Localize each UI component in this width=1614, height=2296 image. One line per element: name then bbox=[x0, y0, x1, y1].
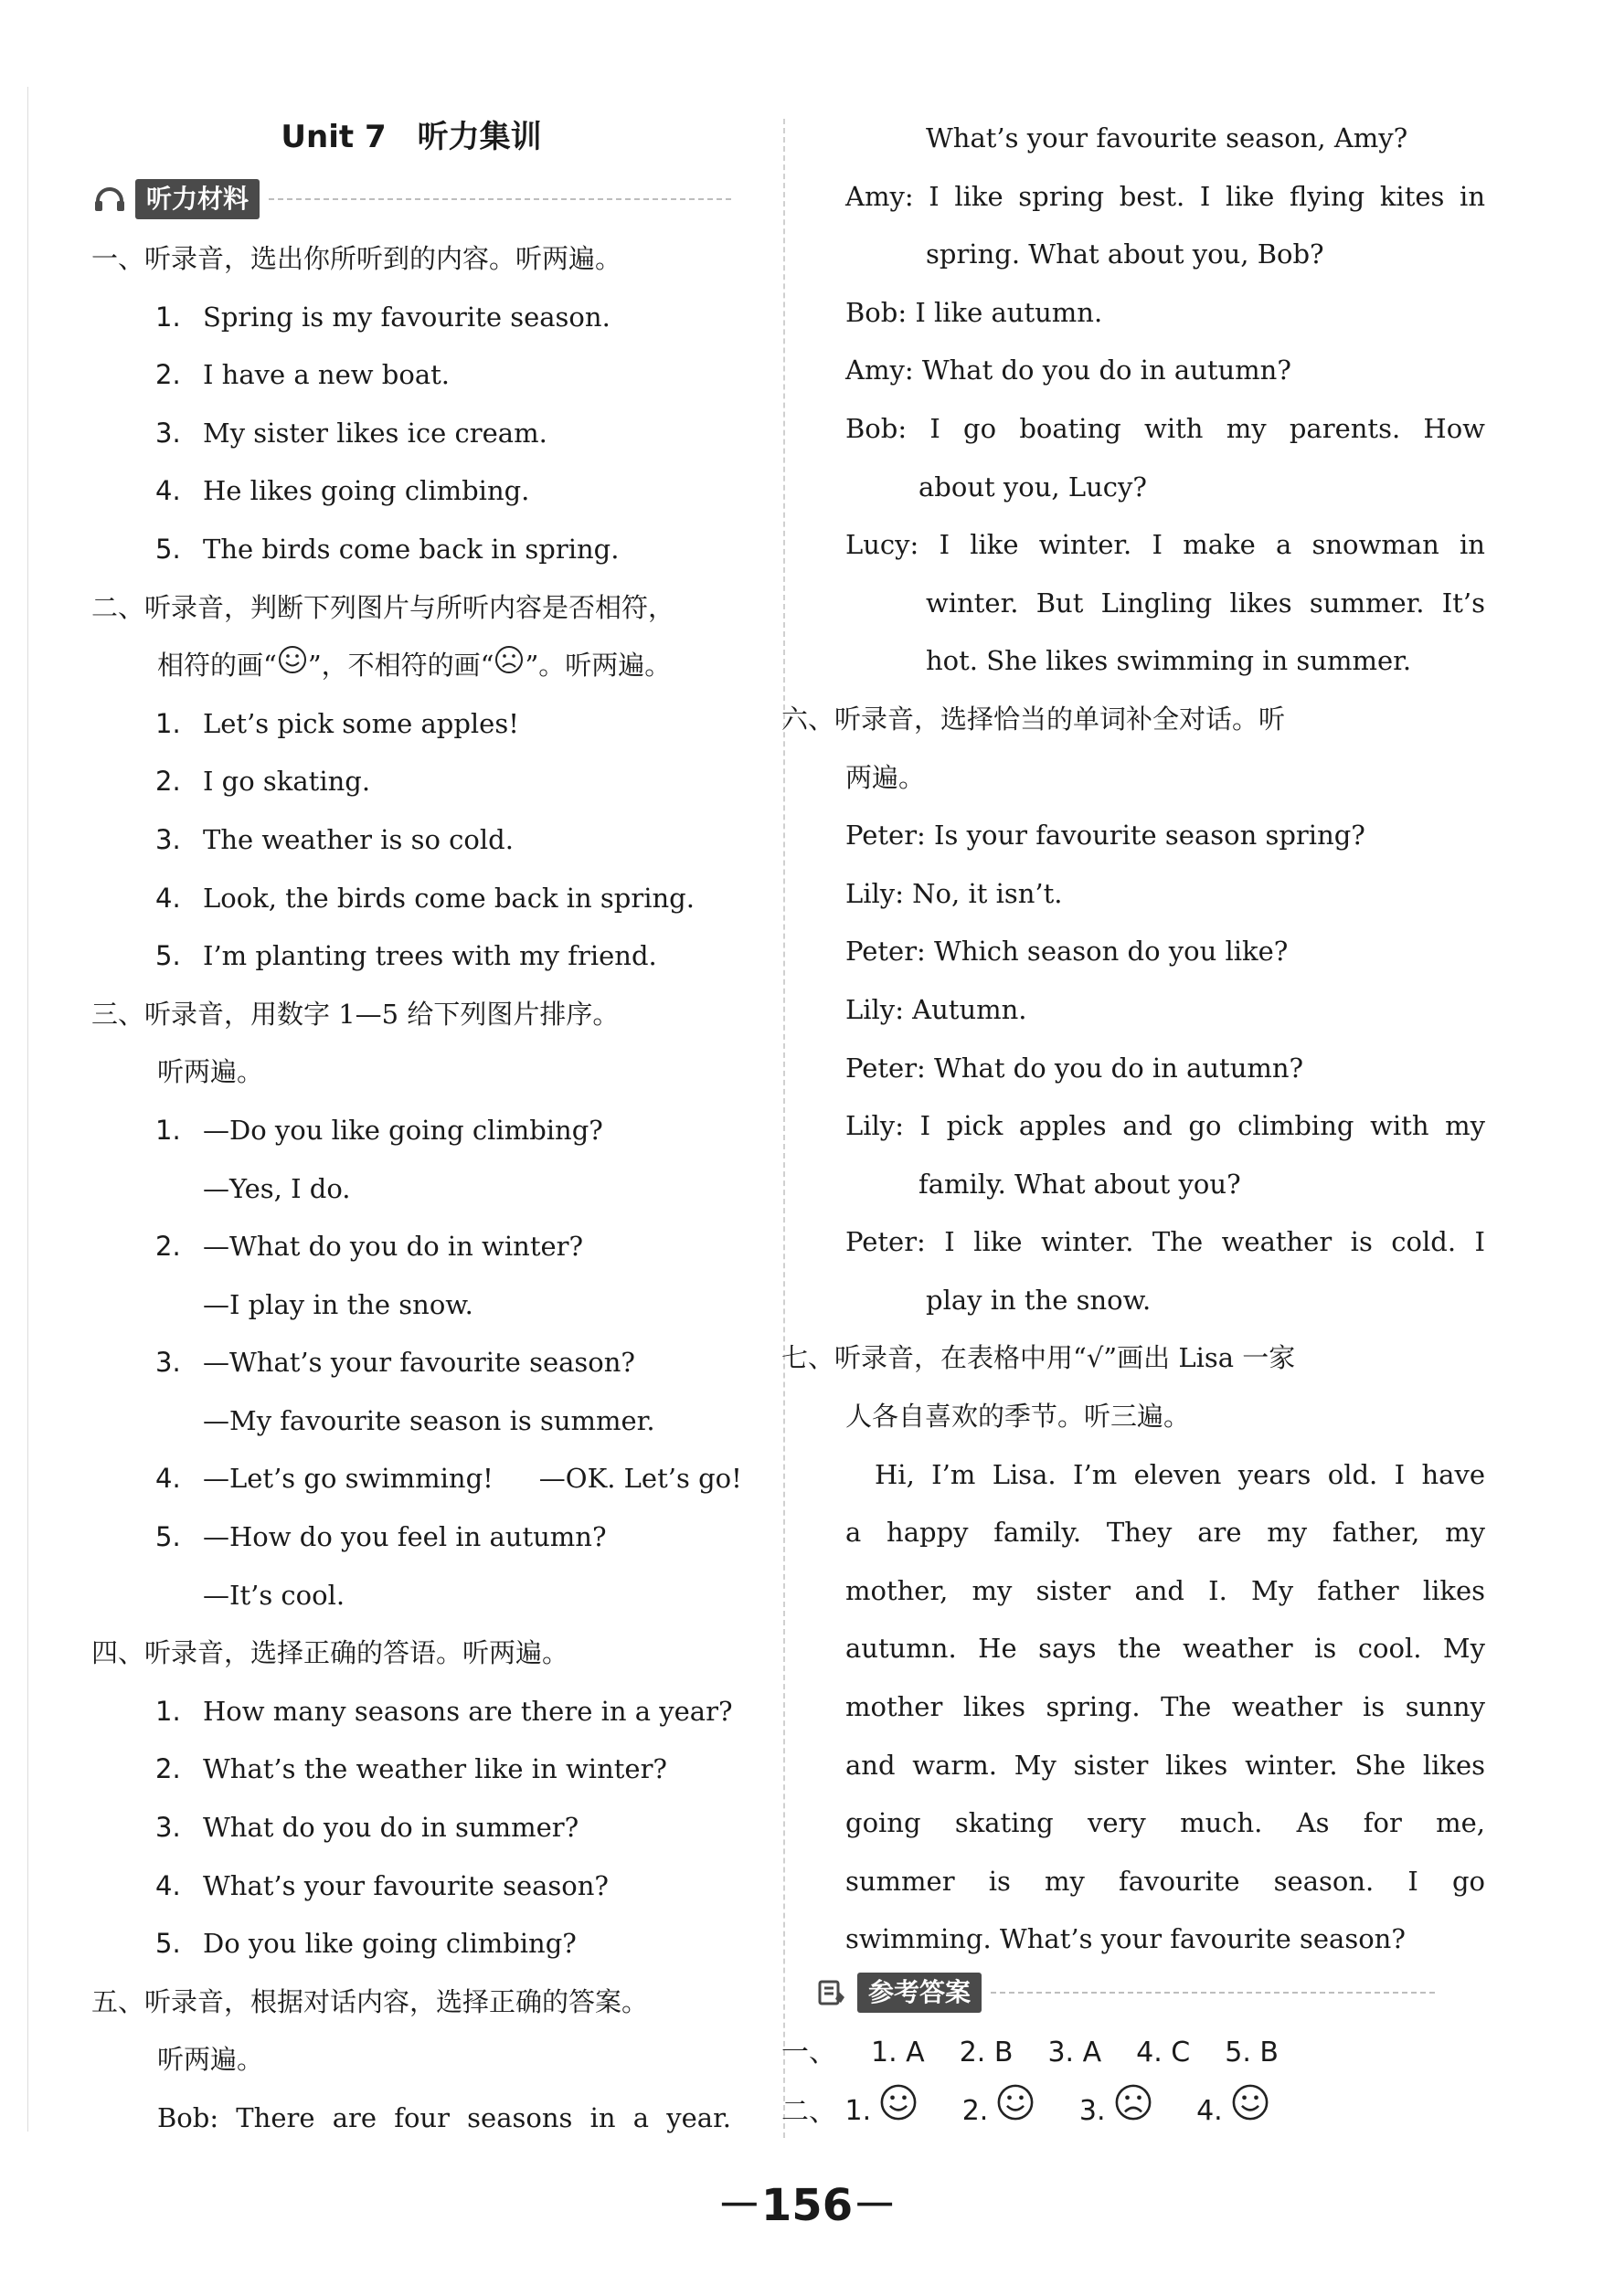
smiley-face-icon bbox=[1230, 2082, 1270, 2143]
list-item: 3. What do you do in summer? bbox=[155, 1812, 579, 1844]
banner-divider bbox=[991, 1992, 1435, 1994]
question-6-heading: 六、听录音，选择恰当的单词补全对话。听 bbox=[781, 703, 1286, 735]
list-item: 3. My sister likes ice cream. bbox=[155, 417, 547, 449]
dialogue-line: Bob: There are four seasons in a year. bbox=[157, 2102, 731, 2133]
passage-line: summer is my favourite season. I go bbox=[845, 1865, 1485, 1897]
dialogue-line: 5. —How do you feel in autumn? bbox=[155, 1521, 607, 1553]
dialogue-line: Lily: I pick apples and go climbing with my bbox=[845, 1110, 1485, 1142]
banner-divider bbox=[269, 198, 731, 200]
notebook-icon bbox=[813, 1976, 850, 2009]
dialogue-line: play in the snow. bbox=[926, 1284, 1152, 1316]
list-item: 5. I’m planting trees with my friend. bbox=[155, 940, 657, 972]
question-3-heading: 三、听录音，用数字 1—5 给下列图片排序。 bbox=[91, 998, 620, 1030]
passage-line: and warm. My sister likes winter. She likes bbox=[845, 1749, 1485, 1781]
dialogue-line: family. What about you? bbox=[918, 1168, 1241, 1200]
left-column bbox=[91, 110, 742, 2148]
list-item: 1. How many seasons are there in a year? bbox=[155, 1695, 733, 1727]
dialogue-line: Bob: I go boating with my parents. How bbox=[845, 412, 1485, 444]
question-1-heading: 一、听录音，选出你所听到的内容。听两遍。 bbox=[91, 243, 622, 274]
dialogue-line: Peter: I like winter. The weather is cold. I bbox=[845, 1226, 1485, 1258]
list-item: 4. He likes going climbing. bbox=[155, 475, 530, 507]
dialogue-line: Amy: What do you do in autumn? bbox=[845, 354, 1291, 386]
question-7-heading-cont: 人各自喜欢的季节。听三遍。 bbox=[845, 1401, 1191, 1433]
smiley-face-icon bbox=[277, 638, 308, 696]
question-2-heading-cont: 相符的画“ ”，不相符的画“ ”。听两遍。 bbox=[91, 637, 731, 695]
question-5-heading-cont: 听两遍。 bbox=[157, 2044, 264, 2076]
dialogue-line: —It’s cool. bbox=[203, 1579, 345, 1611]
list-item: 2. I go skating. bbox=[155, 766, 371, 798]
question-4-heading: 四、听录音，选择正确的答语。听两遍。 bbox=[91, 1637, 569, 1669]
smiley-face-icon bbox=[995, 2082, 1035, 2143]
passage-line: going skating very much. As for me, bbox=[845, 1807, 1485, 1839]
list-item: 5. The birds come back in spring. bbox=[155, 533, 620, 565]
dialogue-line: spring. What about you, Bob? bbox=[926, 238, 1324, 270]
passage-line: mother likes spring. The weather is sunny bbox=[845, 1691, 1485, 1723]
dialogue-line: Amy: I like spring best. I like flying kites in bbox=[845, 180, 1485, 212]
passage-line: a happy family. They are my father, my bbox=[845, 1517, 1485, 1549]
list-item: 2. What’s the weather like in winter? bbox=[155, 1753, 667, 1785]
dialogue-line: 3. —What’s your favourite season? bbox=[155, 1347, 635, 1379]
page-edge-line bbox=[27, 87, 28, 2132]
answer-row-2: 二、 1. 2. 3. 4. bbox=[781, 2082, 1485, 2141]
sad-face-icon bbox=[494, 638, 525, 696]
list-item: 2. I have a new boat. bbox=[155, 359, 450, 391]
question-5-heading: 五、听录音，根据对话内容，选择正确的答案。 bbox=[91, 1985, 649, 2017]
answer-key-banner bbox=[813, 1969, 1435, 2016]
dialogue-line: —I play in the snow. bbox=[203, 1288, 473, 1320]
dialogue-line: 2. —What do you do in winter? bbox=[155, 1231, 584, 1263]
passage-line: autumn. He says the weather is cool. My bbox=[845, 1633, 1485, 1665]
dialogue-line: Lucy: I like winter. I make a snowman in bbox=[845, 529, 1485, 561]
question-3-heading-cont: 听两遍。 bbox=[157, 1056, 264, 1088]
list-item: 5. Do you like going climbing? bbox=[155, 1928, 577, 1960]
dialogue-line: 4. —Let’s go swimming! —OK. Let’s go! bbox=[155, 1463, 742, 1495]
passage-line: mother, my sister and I. My father likes bbox=[845, 1574, 1485, 1606]
page-number: －156－ bbox=[717, 2180, 897, 2231]
list-item: 4. Look, the birds come back in spring. bbox=[155, 882, 695, 914]
right-column bbox=[781, 110, 1485, 2140]
question-7-heading: 七、听录音，在表格中用“√”画出 Lisa 一家 bbox=[781, 1342, 1296, 1374]
dialogue-line: —Yes, I do. bbox=[203, 1172, 351, 1204]
passage-line: Hi, I’m Lisa. I’m eleven years old. I have bbox=[875, 1458, 1485, 1490]
dialogue-line: about you, Lucy? bbox=[918, 471, 1147, 503]
question-2-heading: 二、听录音，判断下列图片与所听内容是否相符， bbox=[91, 591, 675, 623]
list-item: 4. What’s your favourite season? bbox=[155, 1869, 609, 1901]
dialogue-line: Peter: Is your favourite season spring? bbox=[845, 820, 1365, 852]
list-item: 1. Let’s pick some apples! bbox=[155, 707, 519, 739]
page-title: Unit 7 听力集训 bbox=[281, 119, 542, 155]
listening-material-banner bbox=[91, 175, 731, 223]
list-item: 1. Spring is my favourite season. bbox=[155, 301, 611, 333]
dialogue-line: Peter: What do you do in autumn? bbox=[845, 1052, 1304, 1084]
headphones-icon bbox=[91, 183, 128, 216]
list-item: 3. The weather is so cold. bbox=[155, 823, 514, 855]
answer-row-1: 一、 1. A 2. B 3. A 4. C 5. B bbox=[781, 2037, 1279, 2069]
dialogue-line: Peter: Which season do you like? bbox=[845, 936, 1289, 968]
passage-line: swimming. What’s your favourite season? bbox=[845, 1923, 1406, 1955]
dialogue-line: 1. —Do you like going climbing? bbox=[155, 1114, 603, 1146]
dialogue-line: What’s your favourite season, Amy? bbox=[926, 122, 1408, 153]
column-divider bbox=[783, 119, 785, 2138]
sad-face-icon bbox=[1113, 2082, 1153, 2143]
dialogue-line: —My favourite season is summer. bbox=[203, 1404, 655, 1436]
banner-label: 听力材料 bbox=[135, 179, 260, 219]
dialogue-line: Lily: No, it isn’t. bbox=[845, 877, 1063, 909]
smiley-face-icon bbox=[878, 2082, 918, 2143]
question-6-heading-cont: 两遍。 bbox=[845, 761, 926, 793]
dialogue-line: Lily: Autumn. bbox=[845, 993, 1027, 1025]
banner-label: 参考答案 bbox=[857, 1973, 982, 2013]
dialogue-line: Bob: I like autumn. bbox=[845, 296, 1103, 328]
dialogue-line: winter. But Lingling likes summer. It’s bbox=[926, 587, 1485, 619]
dialogue-line: hot. She likes swimming in summer. bbox=[926, 645, 1412, 677]
